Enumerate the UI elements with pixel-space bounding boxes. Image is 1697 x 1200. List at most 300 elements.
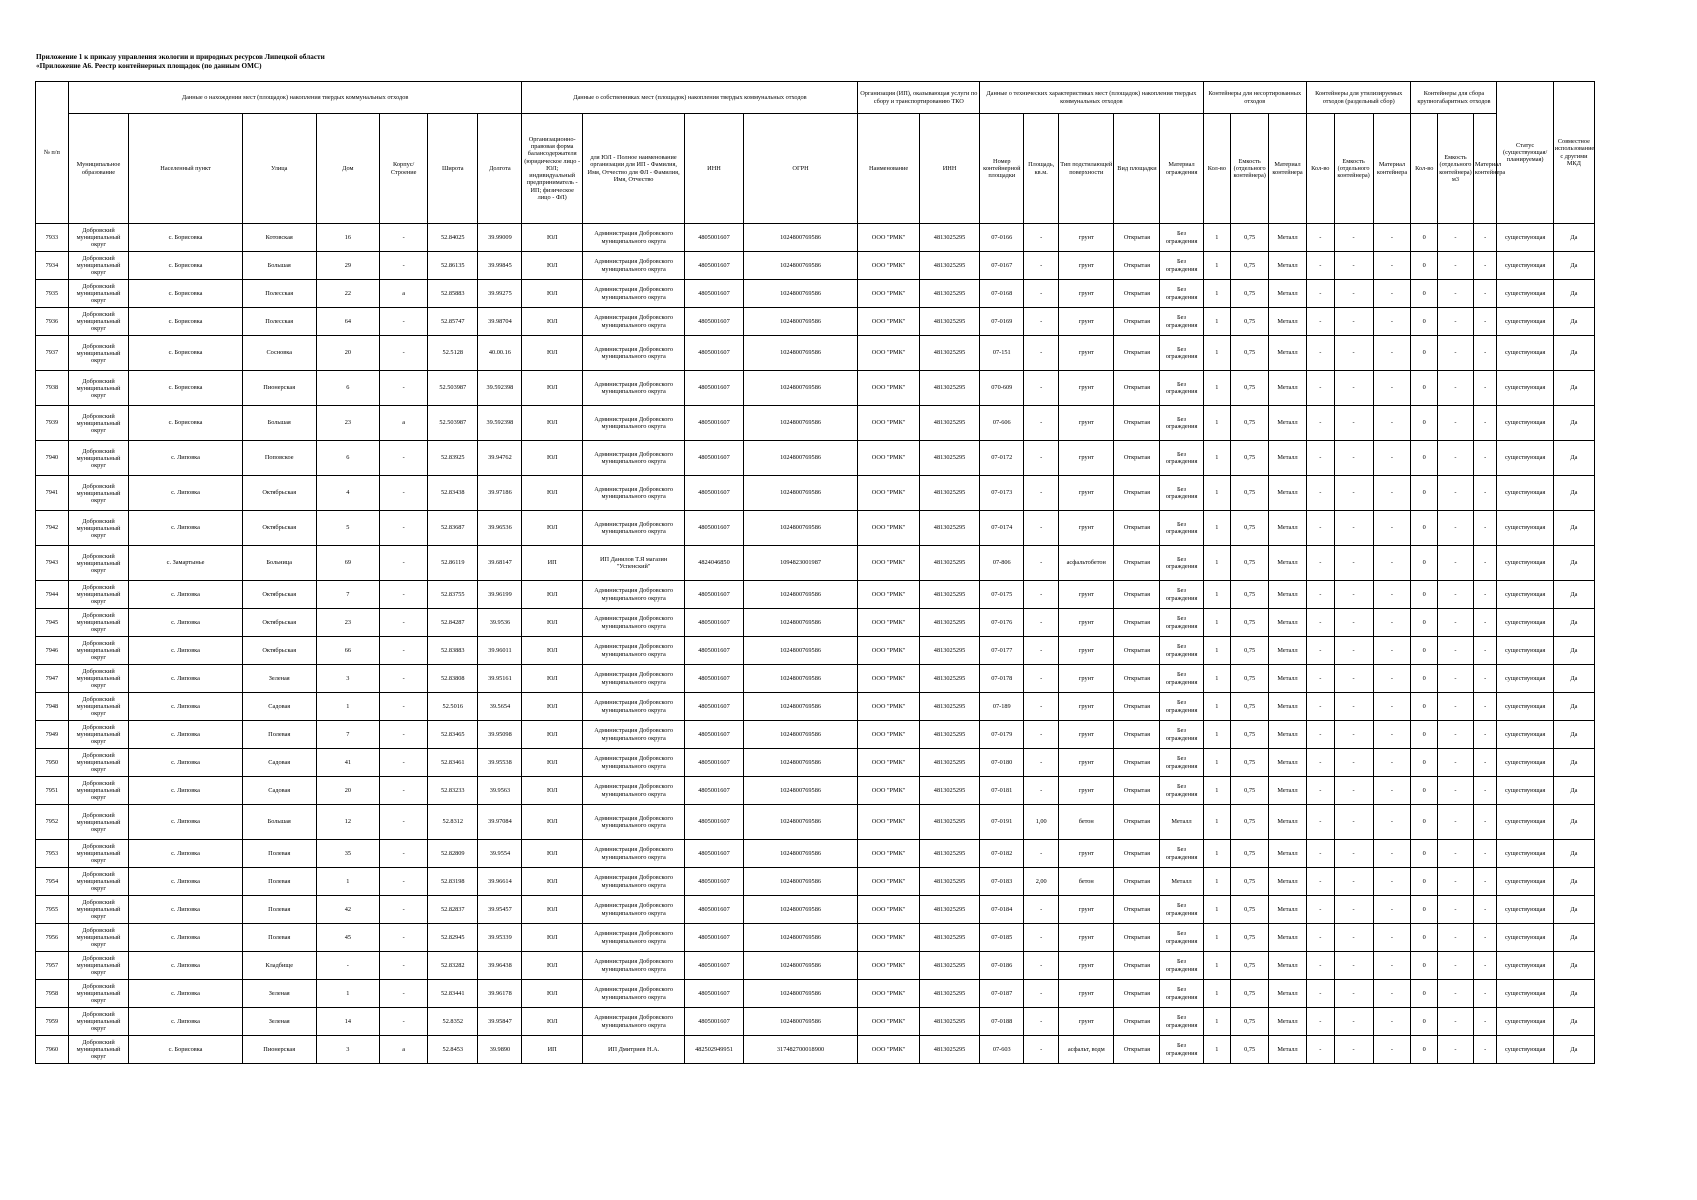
cell-org-form: ЮЛ — [522, 805, 582, 840]
cell-bulky-qty: 0 — [1411, 693, 1438, 721]
cell-utilized-capacity: - — [1334, 371, 1373, 406]
col-street-header: Улица — [242, 114, 316, 224]
cell-surface: бетон — [1059, 805, 1114, 840]
cell-bulky-capacity: - — [1438, 581, 1474, 609]
cell-muni: Добровский муниципальный округ — [68, 371, 128, 406]
cell-area: - — [1024, 980, 1059, 1008]
cell-house: 5 — [316, 511, 379, 546]
cell-number: 7951 — [36, 777, 69, 805]
cell-inn: 4805001607 — [685, 406, 743, 441]
cell-house: 35 — [316, 840, 379, 868]
col-bulky-material-header: Материал контейнера — [1473, 114, 1497, 224]
cell-site-type: Открытая — [1114, 980, 1160, 1008]
cell-settlement: с. Борисовка — [129, 224, 243, 252]
cell-sorted-capacity: 0,75 — [1231, 896, 1269, 924]
cell-site-number: 07-0187 — [980, 980, 1024, 1008]
table-row — [36, 924, 1595, 952]
cell-number: 7941 — [36, 476, 69, 511]
cell-site-type: Открытая — [1114, 406, 1160, 441]
cell-inn: 4805001607 — [685, 868, 743, 896]
col-house-header: Дом — [316, 114, 379, 224]
cell-lat: 52.84287 — [428, 609, 478, 637]
cell-shared: Да — [1553, 252, 1594, 280]
table-row — [36, 805, 1595, 840]
cell-sorted-qty: 1 — [1203, 476, 1231, 511]
cell-settlement: с. Липовка — [129, 665, 243, 693]
cell-number: 7938 — [36, 371, 69, 406]
cell-ogrn: 1024800769586 — [743, 952, 858, 980]
cell-org-name: Администрация Добровского муниципального округа — [582, 308, 684, 336]
cell-site-type: Открытая — [1114, 896, 1160, 924]
cell-sorted-capacity: 0,75 — [1231, 406, 1269, 441]
cell-shared: Да — [1553, 749, 1594, 777]
cell-org-name: Администрация Добровского муниципального округа — [582, 721, 684, 749]
cell-surface: грунт — [1059, 371, 1114, 406]
cell-utilized-capacity: - — [1334, 868, 1373, 896]
cell-street: Полевая — [242, 721, 316, 749]
cell-number: 7936 — [36, 308, 69, 336]
cell-fence: Без ограждения — [1160, 721, 1203, 749]
cell-sorted-material: Металл — [1269, 224, 1307, 252]
header-group-row — [36, 82, 1595, 114]
cell-sorted-material: Металл — [1269, 581, 1307, 609]
cell-status: существующая — [1497, 952, 1553, 980]
cell-house: 3 — [316, 1036, 379, 1064]
table-row — [36, 840, 1595, 868]
cell-lon: 39.96536 — [478, 511, 522, 546]
col-status-header: Статус (существующая/ планируемая) — [1497, 82, 1553, 224]
cell-muni: Добровский муниципальный округ — [68, 224, 128, 252]
cell-bulky-qty: 0 — [1411, 1008, 1438, 1036]
cell-operator-name: ООО "РМК" — [858, 665, 919, 693]
col-surface-header: Тип подстилающей поверхности — [1059, 114, 1114, 224]
cell-utilized-qty: - — [1306, 840, 1334, 868]
cell-house: 20 — [316, 777, 379, 805]
cell-bulky-material: - — [1473, 581, 1497, 609]
cell-sorted-material: Металл — [1269, 476, 1307, 511]
cell-utilized-capacity: - — [1334, 777, 1373, 805]
cell-operator-name: ООО "РМК" — [858, 840, 919, 868]
cell-inn: 4805001607 — [685, 252, 743, 280]
cell-street: Полесская — [242, 308, 316, 336]
cell-site-type: Открытая — [1114, 546, 1160, 581]
cell-area: - — [1024, 441, 1059, 476]
cell-org-name: Администрация Добровского муниципального округа — [582, 371, 684, 406]
cell-utilized-capacity: - — [1334, 406, 1373, 441]
group-bulky-header: Контейнеры для сбора крупногабаритных отходов — [1411, 82, 1497, 114]
cell-lat: 52.86119 — [428, 546, 478, 581]
table-row — [36, 693, 1595, 721]
cell-sorted-material: Металл — [1269, 1036, 1307, 1064]
cell-utilized-capacity: - — [1334, 980, 1373, 1008]
cell-site-number: 07-606 — [980, 406, 1024, 441]
cell-shared: Да — [1553, 980, 1594, 1008]
cell-utilized-qty: - — [1306, 224, 1334, 252]
cell-bulky-qty: 0 — [1411, 896, 1438, 924]
cell-utilized-capacity: - — [1334, 511, 1373, 546]
cell-area: - — [1024, 371, 1059, 406]
table-row — [36, 637, 1595, 665]
cell-utilized-capacity: - — [1334, 805, 1373, 840]
cell-house: 20 — [316, 336, 379, 371]
col-org-form-header: Организационно-правовая форма балансодержателя (юридическое лицо - ЮЛ; индивидуальный предприниматель - ИП; физическое лицо - ФЛ) — [522, 114, 582, 224]
cell-lon: 39.99009 — [478, 224, 522, 252]
cell-ogrn: 1024800769586 — [743, 777, 858, 805]
cell-muni: Добровский муниципальный округ — [68, 1008, 128, 1036]
cell-shared: Да — [1553, 511, 1594, 546]
cell-muni: Добровский муниципальный округ — [68, 308, 128, 336]
cell-shared: Да — [1553, 777, 1594, 805]
cell-house: 69 — [316, 546, 379, 581]
cell-building: - — [380, 1008, 428, 1036]
cell-org-form: ЮЛ — [522, 665, 582, 693]
cell-operator-name: ООО "РМК" — [858, 336, 919, 371]
cell-operator-name: ООО "РМК" — [858, 952, 919, 980]
cell-bulky-capacity: - — [1438, 665, 1474, 693]
cell-number: 7957 — [36, 952, 69, 980]
cell-status: существующая — [1497, 749, 1553, 777]
cell-area: - — [1024, 1036, 1059, 1064]
cell-bulky-material: - — [1473, 441, 1497, 476]
cell-shared: Да — [1553, 581, 1594, 609]
cell-utilized-material: - — [1373, 1008, 1411, 1036]
cell-bulky-qty: 0 — [1411, 224, 1438, 252]
cell-utilized-capacity: - — [1334, 1036, 1373, 1064]
cell-bulky-capacity: - — [1438, 308, 1474, 336]
cell-status: существующая — [1497, 441, 1553, 476]
cell-status: существующая — [1497, 252, 1553, 280]
cell-bulky-qty: 0 — [1411, 371, 1438, 406]
cell-area: - — [1024, 896, 1059, 924]
cell-operator-inn: 4813025295 — [919, 406, 979, 441]
cell-status: существующая — [1497, 805, 1553, 840]
cell-site-number: 07-0184 — [980, 896, 1024, 924]
cell-sorted-material: Металл — [1269, 609, 1307, 637]
cell-sorted-material: Металл — [1269, 546, 1307, 581]
cell-bulky-material: - — [1473, 609, 1497, 637]
cell-surface: грунт — [1059, 980, 1114, 1008]
cell-fence: Без ограждения — [1160, 693, 1203, 721]
cell-sorted-capacity: 0,75 — [1231, 1036, 1269, 1064]
cell-fence: Без ограждения — [1160, 777, 1203, 805]
col-site-type-header: Вид площадки — [1114, 114, 1160, 224]
cell-settlement: с. Борисовка — [129, 336, 243, 371]
cell-surface: грунт — [1059, 952, 1114, 980]
cell-lon: 39.95538 — [478, 749, 522, 777]
cell-bulky-capacity: - — [1438, 952, 1474, 980]
cell-settlement: с. Липовка — [129, 476, 243, 511]
table-row — [36, 721, 1595, 749]
cell-ogrn: 1024800769586 — [743, 511, 858, 546]
cell-utilized-capacity: - — [1334, 1008, 1373, 1036]
cell-sorted-material: Металл — [1269, 406, 1307, 441]
cell-sorted-material: Металл — [1269, 805, 1307, 840]
cell-fence: Без ограждения — [1160, 371, 1203, 406]
group-location-header: Данные о нахождении мест (площадок) накопления твердых коммунальных отходов — [68, 82, 522, 114]
cell-org-form: ИП — [522, 546, 582, 581]
cell-lat: 52.83925 — [428, 441, 478, 476]
cell-muni: Добровский муниципальный округ — [68, 665, 128, 693]
cell-street: Зеленая — [242, 665, 316, 693]
heading-line-1: Приложение 1 к приказу управления экологии и природных ресурсов Липецкой области — [36, 53, 325, 61]
cell-utilized-capacity: - — [1334, 665, 1373, 693]
cell-street: Садовая — [242, 749, 316, 777]
cell-street: Полесская — [242, 280, 316, 308]
cell-building: а — [380, 280, 428, 308]
cell-sorted-material: Металл — [1269, 924, 1307, 952]
cell-sorted-material: Металл — [1269, 749, 1307, 777]
cell-number: 7949 — [36, 721, 69, 749]
cell-operator-name: ООО "РМК" — [858, 546, 919, 581]
cell-surface: грунт — [1059, 749, 1114, 777]
cell-fence: Без ограждения — [1160, 280, 1203, 308]
cell-site-number: 07-0166 — [980, 224, 1024, 252]
cell-shared: Да — [1553, 952, 1594, 980]
cell-bulky-qty: 0 — [1411, 308, 1438, 336]
cell-fence: Без ограждения — [1160, 1008, 1203, 1036]
cell-bulky-capacity: - — [1438, 476, 1474, 511]
cell-sorted-material: Металл — [1269, 840, 1307, 868]
cell-org-name: ИП Данилов Т.Я магазин "Успенский" — [582, 546, 684, 581]
cell-settlement: с. Липовка — [129, 441, 243, 476]
cell-utilized-capacity: - — [1334, 476, 1373, 511]
cell-sorted-capacity: 0,75 — [1231, 749, 1269, 777]
cell-muni: Добровский муниципальный округ — [68, 980, 128, 1008]
cell-sorted-qty: 1 — [1203, 665, 1231, 693]
cell-ogrn: 1024800769586 — [743, 693, 858, 721]
cell-area: - — [1024, 406, 1059, 441]
cell-muni: Добровский муниципальный округ — [68, 693, 128, 721]
cell-area: - — [1024, 336, 1059, 371]
cell-status: существующая — [1497, 896, 1553, 924]
cell-bulky-qty: 0 — [1411, 980, 1438, 1008]
cell-sorted-capacity: 0,75 — [1231, 924, 1269, 952]
cell-number: 7952 — [36, 805, 69, 840]
cell-settlement: с. Липовка — [129, 581, 243, 609]
cell-sorted-qty: 1 — [1203, 1036, 1231, 1064]
cell-bulky-qty: 0 — [1411, 546, 1438, 581]
cell-org-form: ИП — [522, 1036, 582, 1064]
cell-lon: 39.9554 — [478, 840, 522, 868]
cell-surface: асфальтобетон — [1059, 546, 1114, 581]
cell-site-type: Открытая — [1114, 637, 1160, 665]
cell-utilized-qty: - — [1306, 637, 1334, 665]
cell-inn: 4805001607 — [685, 1008, 743, 1036]
cell-building: - — [380, 896, 428, 924]
cell-sorted-material: Металл — [1269, 980, 1307, 1008]
cell-sorted-qty: 1 — [1203, 280, 1231, 308]
cell-fence: Без ограждения — [1160, 637, 1203, 665]
cell-surface: грунт — [1059, 896, 1114, 924]
cell-lon: 39.9890 — [478, 1036, 522, 1064]
col-building-header: Корпус/Строение — [380, 114, 428, 224]
cell-sorted-qty: 1 — [1203, 252, 1231, 280]
cell-operator-name: ООО "РМК" — [858, 224, 919, 252]
cell-fence: Без ограждения — [1160, 252, 1203, 280]
cell-inn: 4805001607 — [685, 896, 743, 924]
cell-sorted-capacity: 0,75 — [1231, 665, 1269, 693]
cell-surface: грунт — [1059, 280, 1114, 308]
cell-site-type: Открытая — [1114, 924, 1160, 952]
table-row — [36, 896, 1595, 924]
cell-settlement: с. Липовка — [129, 805, 243, 840]
cell-bulky-material: - — [1473, 868, 1497, 896]
cell-status: существующая — [1497, 924, 1553, 952]
cell-inn: 4805001607 — [685, 980, 743, 1008]
cell-muni: Добровский муниципальный округ — [68, 441, 128, 476]
cell-number: 7933 — [36, 224, 69, 252]
cell-lon: 39.94762 — [478, 441, 522, 476]
cell-utilized-capacity: - — [1334, 308, 1373, 336]
cell-sorted-capacity: 0,75 — [1231, 777, 1269, 805]
cell-site-number: 07-0168 — [980, 280, 1024, 308]
cell-sorted-qty: 1 — [1203, 609, 1231, 637]
cell-settlement: с. Липовка — [129, 749, 243, 777]
cell-ogrn: 1024800769586 — [743, 924, 858, 952]
cell-bulky-capacity: - — [1438, 721, 1474, 749]
cell-number: 7937 — [36, 336, 69, 371]
col-number-header: № п/п — [36, 82, 69, 224]
cell-lon: 39.99845 — [478, 252, 522, 280]
cell-area: - — [1024, 1008, 1059, 1036]
cell-utilized-qty: - — [1306, 749, 1334, 777]
cell-house: 22 — [316, 280, 379, 308]
cell-sorted-capacity: 0,75 — [1231, 693, 1269, 721]
cell-site-number: 07-0191 — [980, 805, 1024, 840]
cell-utilized-material: - — [1373, 581, 1411, 609]
cell-lat: 52.83233 — [428, 777, 478, 805]
cell-status: существующая — [1497, 336, 1553, 371]
cell-utilized-capacity: - — [1334, 546, 1373, 581]
cell-site-type: Открытая — [1114, 476, 1160, 511]
cell-lat: 52.83438 — [428, 476, 478, 511]
cell-number: 7956 — [36, 924, 69, 952]
cell-bulky-qty: 0 — [1411, 924, 1438, 952]
cell-street: Поповское — [242, 441, 316, 476]
cell-lat: 52.83687 — [428, 511, 478, 546]
cell-bulky-qty: 0 — [1411, 665, 1438, 693]
cell-bulky-qty: 0 — [1411, 609, 1438, 637]
cell-fence: Без ограждения — [1160, 896, 1203, 924]
cell-org-form: ЮЛ — [522, 840, 582, 868]
cell-lat: 52.503987 — [428, 406, 478, 441]
cell-sorted-material: Металл — [1269, 336, 1307, 371]
cell-org-form: ЮЛ — [522, 252, 582, 280]
cell-ogrn: 1024800769586 — [743, 805, 858, 840]
cell-lat: 52.86135 — [428, 252, 478, 280]
cell-bulky-qty: 0 — [1411, 336, 1438, 371]
cell-status: существующая — [1497, 511, 1553, 546]
cell-utilized-qty: - — [1306, 406, 1334, 441]
cell-operator-name: ООО "РМК" — [858, 1036, 919, 1064]
cell-shared: Да — [1553, 476, 1594, 511]
cell-site-type: Открытая — [1114, 665, 1160, 693]
cell-operator-name: ООО "РМК" — [858, 441, 919, 476]
cell-sorted-qty: 1 — [1203, 868, 1231, 896]
cell-number: 7943 — [36, 546, 69, 581]
cell-sorted-capacity: 0,75 — [1231, 840, 1269, 868]
cell-bulky-capacity: - — [1438, 1036, 1474, 1064]
cell-settlement: с. Борисовка — [129, 1036, 243, 1064]
cell-settlement: с. Липовка — [129, 840, 243, 868]
cell-number: 7955 — [36, 896, 69, 924]
cell-utilized-qty: - — [1306, 280, 1334, 308]
cell-muni: Добровский муниципальный округ — [68, 581, 128, 609]
cell-operator-name: ООО "РМК" — [858, 637, 919, 665]
cell-area: - — [1024, 224, 1059, 252]
table-row — [36, 371, 1595, 406]
cell-building: - — [380, 637, 428, 665]
col-inn-header: ИНН — [685, 114, 743, 224]
cell-shared: Да — [1553, 868, 1594, 896]
cell-house: 29 — [316, 252, 379, 280]
cell-muni: Добровский муниципальный округ — [68, 1036, 128, 1064]
cell-area: - — [1024, 721, 1059, 749]
cell-bulky-qty: 0 — [1411, 1036, 1438, 1064]
cell-surface: грунт — [1059, 476, 1114, 511]
cell-org-form: ЮЛ — [522, 406, 582, 441]
cell-settlement: с. Липовка — [129, 924, 243, 952]
cell-settlement: с. Липовка — [129, 1008, 243, 1036]
cell-muni: Добровский муниципальный округ — [68, 252, 128, 280]
cell-inn: 4805001607 — [685, 441, 743, 476]
cell-bulky-qty: 0 — [1411, 441, 1438, 476]
cell-bulky-capacity: - — [1438, 896, 1474, 924]
cell-org-form: ЮЛ — [522, 441, 582, 476]
cell-bulky-material: - — [1473, 252, 1497, 280]
cell-area: - — [1024, 609, 1059, 637]
cell-fence: Без ограждения — [1160, 609, 1203, 637]
cell-sorted-qty: 1 — [1203, 693, 1231, 721]
cell-site-type: Открытая — [1114, 224, 1160, 252]
cell-org-form: ЮЛ — [522, 896, 582, 924]
cell-org-form: ЮЛ — [522, 476, 582, 511]
cell-utilized-material: - — [1373, 777, 1411, 805]
cell-site-type: Открытая — [1114, 280, 1160, 308]
cell-status: существующая — [1497, 777, 1553, 805]
cell-operator-name: ООО "РМК" — [858, 609, 919, 637]
cell-house: 23 — [316, 609, 379, 637]
cell-site-number: 07-0188 — [980, 1008, 1024, 1036]
cell-shared: Да — [1553, 1036, 1594, 1064]
cell-settlement: с. Липовка — [129, 777, 243, 805]
col-ogrn-header: ОГРН — [743, 114, 858, 224]
cell-site-type: Открытая — [1114, 609, 1160, 637]
cell-muni: Добровский муниципальный округ — [68, 896, 128, 924]
cell-bulky-qty: 0 — [1411, 749, 1438, 777]
cell-house: - — [316, 952, 379, 980]
cell-lat: 52.83465 — [428, 721, 478, 749]
cell-bulky-material: - — [1473, 406, 1497, 441]
cell-house: 1 — [316, 693, 379, 721]
cell-operator-inn: 4813025295 — [919, 308, 979, 336]
cell-bulky-qty: 0 — [1411, 868, 1438, 896]
cell-lat: 52.83755 — [428, 581, 478, 609]
cell-utilized-qty: - — [1306, 1008, 1334, 1036]
cell-building: - — [380, 980, 428, 1008]
cell-bulky-qty: 0 — [1411, 406, 1438, 441]
cell-number: 7945 — [36, 609, 69, 637]
cell-bulky-capacity: - — [1438, 252, 1474, 280]
table-row — [36, 546, 1595, 581]
cell-number: 7939 — [36, 406, 69, 441]
cell-area: - — [1024, 924, 1059, 952]
cell-sorted-capacity: 0,75 — [1231, 868, 1269, 896]
cell-area: - — [1024, 840, 1059, 868]
cell-building: - — [380, 224, 428, 252]
cell-site-type: Открытая — [1114, 511, 1160, 546]
cell-bulky-qty: 0 — [1411, 511, 1438, 546]
